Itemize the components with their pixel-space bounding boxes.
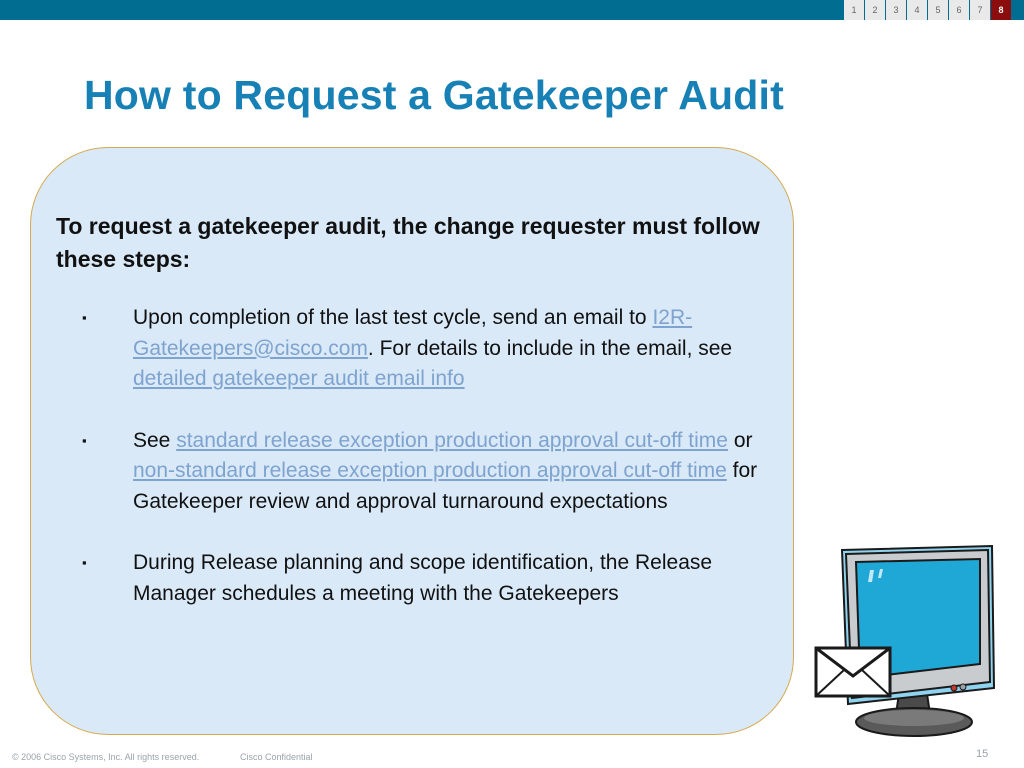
computer-monitor-with-envelope-icon xyxy=(808,542,1000,740)
step-text: for Gatekeeper review and approval turnaround expectations xyxy=(133,459,758,513)
step-text: or xyxy=(727,428,753,452)
bullet-marker: ▪ xyxy=(82,310,87,325)
slide-nav-7[interactable]: 7 xyxy=(970,0,990,20)
slide-navigation xyxy=(844,0,1012,20)
steps-list xyxy=(80,303,770,640)
intro-text: To request a gatekeeper audit, the change requester must follow these steps: xyxy=(56,213,760,272)
bullet-marker: ▪ xyxy=(82,555,87,570)
step-item-email xyxy=(80,303,770,395)
step-text: Upon completion of the last test cycle, send an email to xyxy=(133,306,653,329)
slide-nav-6[interactable]: 6 xyxy=(949,0,969,20)
slide-nav-5[interactable]: 5 xyxy=(928,0,948,20)
page-title: How to Request a Gatekeeper Audit xyxy=(84,72,784,118)
standard-cutoff-link[interactable]: standard release exception production approval cut-off time xyxy=(176,428,728,452)
confidential-label: Cisco Confidential xyxy=(240,752,313,762)
step-item-cutoff xyxy=(80,426,770,518)
slide-nav-1[interactable]: 1 xyxy=(844,0,864,20)
step-text: During Release planning and scope identification, the Release Manager schedules a meeting with the Gatekeepers xyxy=(133,551,713,605)
slide-nav-8-current[interactable]: 8 xyxy=(991,0,1011,20)
slide-nav-2[interactable]: 2 xyxy=(865,0,885,20)
copyright-text: © 2006 Cisco Systems, Inc. All rights reserved. xyxy=(12,752,200,762)
slide-nav-3[interactable]: 3 xyxy=(886,0,906,20)
page-number: 15 xyxy=(976,748,989,760)
audit-email-info-link[interactable]: detailed gatekeeper audit email info xyxy=(133,367,465,390)
gatekeepers-email-link[interactable]: I2R-Gatekeepers@cisco.com xyxy=(133,306,693,360)
step-text: See xyxy=(133,428,177,452)
nonstandard-cutoff-link[interactable]: non-standard release exception production approval cut-off time xyxy=(133,459,727,482)
slide-nav-4[interactable]: 4 xyxy=(907,0,927,20)
bullet-marker: ▪ xyxy=(82,432,87,448)
step-item-planning xyxy=(80,548,770,609)
step-text: . For details to include in the email, see xyxy=(367,336,733,360)
